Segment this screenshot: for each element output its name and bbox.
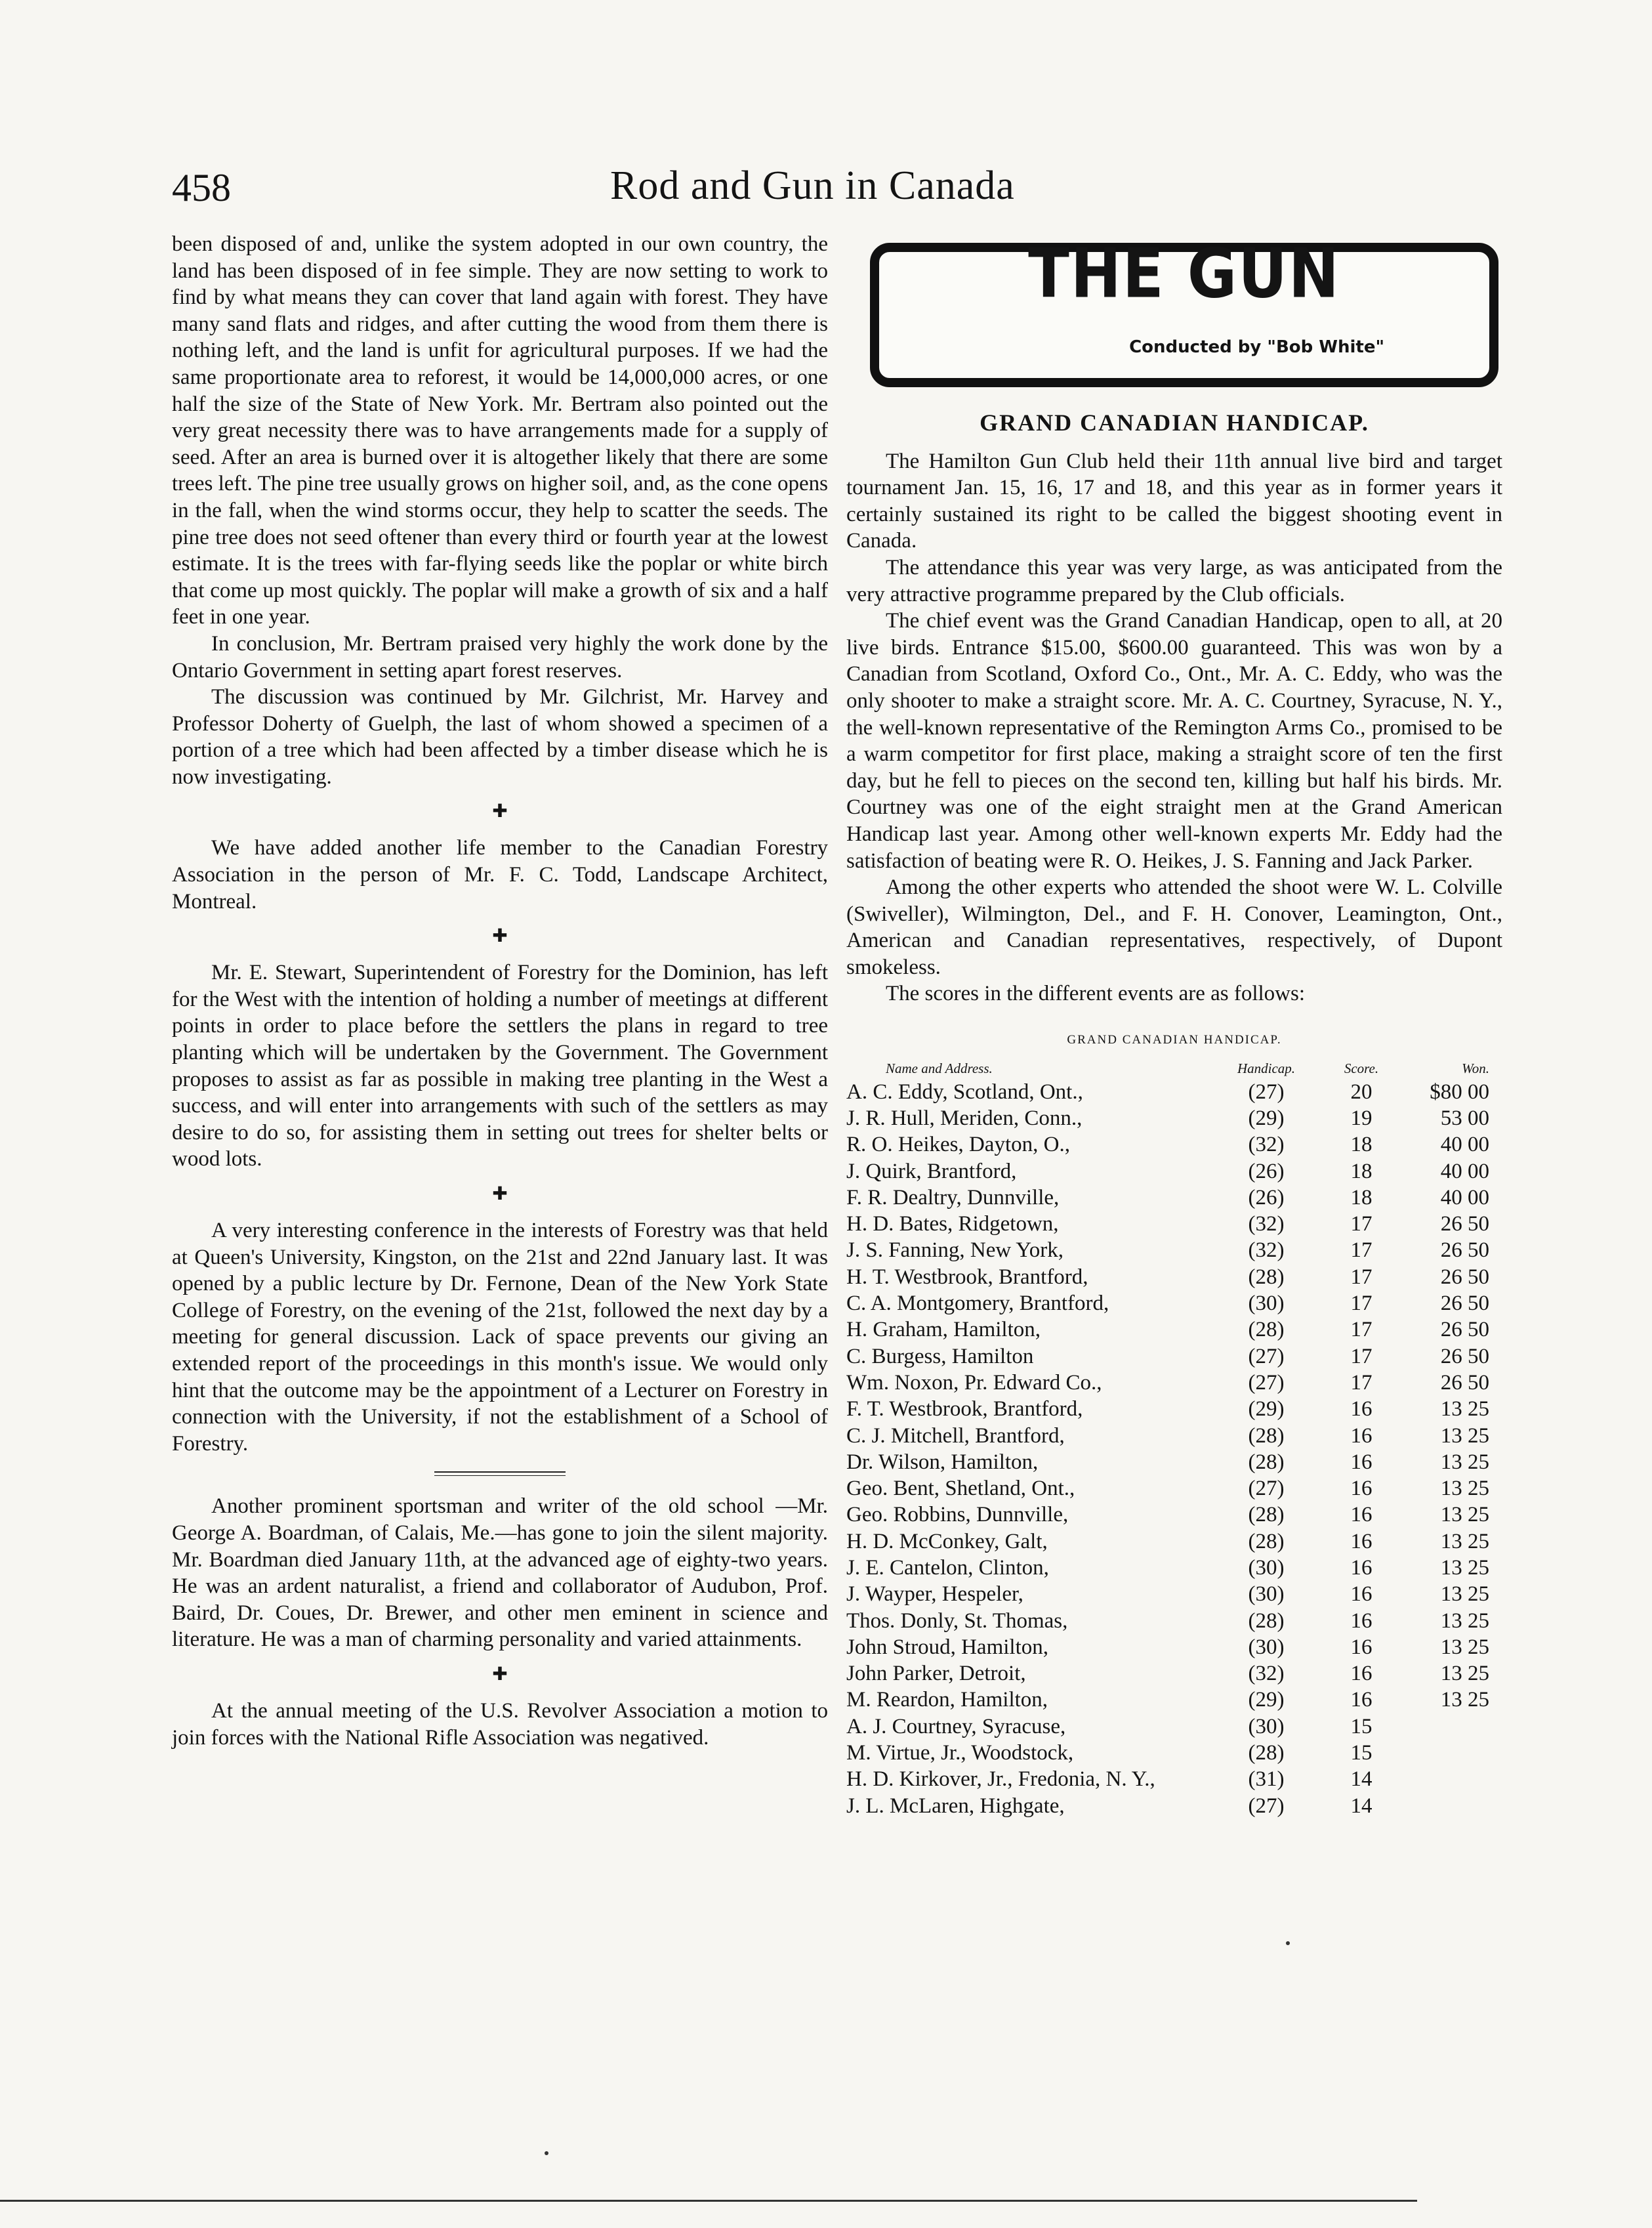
cell-name: H. D. Kirkover, Jr., Fredonia, N. Y., (846, 1767, 1155, 1792)
table-row (846, 1370, 1502, 1396)
cell-won: 40 00 (1440, 1185, 1489, 1209)
cell-score: 16 (1350, 1423, 1373, 1448)
cell-name: H. T. Westbrook, Brantford, (846, 1265, 1088, 1289)
table-row (846, 1793, 1502, 1819)
paragraph: The Hamilton Gun Club held their 11th annual live bird and target tournament Jan. 15, 16, 17 and 18, and this year as in former years it certainly sustained its right to be called the biggest shooting event in Canada. (846, 449, 1502, 553)
ornament: ✚ (492, 1184, 508, 1204)
cell-won: 26 50 (1440, 1370, 1489, 1395)
table-row (846, 1105, 1502, 1131)
table-body (846, 1079, 1502, 1819)
cell-score: 16 (1350, 1450, 1373, 1474)
cell-score: 16 (1350, 1662, 1373, 1686)
cell-won: 13 25 (1440, 1608, 1489, 1633)
cell-name: Geo. Bent, Shetland, Ont., (846, 1477, 1075, 1501)
paragraph: Another prominent sportsman and writer of the old school —Mr. George A. Boardman, of Calais, Me.—has gone to join the silent majority. Mr. Boardman died January 11th, at the advanced age of eighty-two years. He was an ardent naturalist, a friend and collaborator of Audubon, Prof. Baird, Dr. Coues, Dr. Brewer, and other men eminent in science and literature. He was a man of charming personality and varied attainments. (172, 1494, 828, 1652)
table-row (846, 1211, 1502, 1237)
cell-handicap: (29) (1248, 1106, 1285, 1130)
cell-won (1397, 1793, 1502, 1819)
cell-name: C. Burgess, Hamilton (846, 1344, 1034, 1368)
cell-won: 13 25 (1440, 1662, 1489, 1686)
cell-won: 40 00 (1440, 1133, 1489, 1157)
cell-won: $80 00 (1430, 1080, 1489, 1104)
table-row (846, 1185, 1502, 1211)
cell-won: 13 25 (1440, 1477, 1489, 1501)
cell-won: 26 50 (1440, 1238, 1489, 1263)
cell-score: 16 (1350, 1477, 1373, 1501)
cell-score: 15 (1350, 1714, 1373, 1738)
cell-won: 53 00 (1440, 1106, 1489, 1130)
cell-name: J. L. McLaren, Highgate, (846, 1794, 1065, 1818)
table-row (846, 1396, 1502, 1422)
article-heading: GRAND CANADIAN HANDICAP. (980, 410, 1369, 436)
cell-score: 17 (1350, 1344, 1373, 1368)
column-header-score: Score. (1344, 1060, 1379, 1076)
cell-name: John Stroud, Hamilton, (846, 1635, 1049, 1659)
cell-score: 19 (1350, 1106, 1373, 1130)
cell-score: 16 (1350, 1582, 1373, 1607)
cell-name: C. A. Montgomery, Brantford, (846, 1292, 1109, 1316)
cell-name: H. D. McConkey, Galt, (846, 1529, 1048, 1553)
ornament: ✚ (492, 801, 508, 822)
cell-handicap: (28) (1248, 1318, 1285, 1342)
cell-name: J. S. Fanning, New York, (846, 1238, 1063, 1263)
section-title: THE GUN (1028, 234, 1340, 314)
ornament: ✚ (492, 1664, 508, 1685)
cell-won: 13 25 (1440, 1423, 1489, 1448)
table-row (846, 1713, 1502, 1740)
paragraph: In conclusion, Mr. Bertram praised very highly the work done by the Ontario Government in setting apart forest reserves. (172, 631, 828, 683)
cell-name: J. E. Cantelon, Clinton, (846, 1556, 1049, 1580)
cell-name: F. T. Westbrook, Brantford, (846, 1397, 1083, 1421)
table-header-row (846, 1058, 1502, 1079)
cell-handicap: (30) (1248, 1714, 1285, 1738)
paragraph: We have added another life member to the Canadian Forestry Association in the person of Mr. F. C. Todd, Landscape Architect, Montreal. (172, 836, 828, 914)
cell-won: 13 25 (1440, 1582, 1489, 1607)
cell-handicap: (28) (1248, 1741, 1285, 1765)
cell-score: 17 (1350, 1318, 1373, 1342)
table-row (846, 1131, 1502, 1158)
cell-won: 13 25 (1440, 1688, 1489, 1712)
paragraph: The discussion was continued by Mr. Gilchrist, Mr. Harvey and Professor Doherty of Guelph, the last of whom showed a specimen of a portion of a tree which had been affected by a timber disease which he is now investigating. (172, 685, 828, 789)
cell-handicap: (28) (1248, 1503, 1285, 1527)
cell-won: 13 25 (1440, 1635, 1489, 1659)
section-banner (870, 234, 1498, 387)
cell-won: 26 50 (1440, 1212, 1489, 1236)
cell-won (1397, 1740, 1502, 1766)
table-row (846, 1158, 1502, 1185)
paragraph: Mr. E. Stewart, Superintendent of Forestry for the Dominion, has left for the West with the intention of holding a number of meetings at different points in order to place before the settlers the plans in regard to tree planting which will be undertaken by the Government. The Government proposes to assist as far as possible in making tree planting in the West a success, and will enter into arrangements with such of the settlers as may desire to do so, for assisting them in setting out trees for shelter belts or wood lots. (172, 961, 828, 1171)
cell-score: 16 (1350, 1635, 1373, 1659)
table-row (846, 1581, 1502, 1607)
cell-score: 17 (1350, 1212, 1373, 1236)
cell-handicap: (29) (1248, 1397, 1285, 1421)
cell-handicap: (27) (1248, 1344, 1285, 1368)
cell-handicap: (31) (1248, 1767, 1285, 1792)
cell-score: 17 (1350, 1265, 1373, 1289)
cell-name: M. Reardon, Hamilton, (846, 1688, 1048, 1712)
cell-score: 17 (1350, 1238, 1373, 1263)
table-row (846, 1502, 1502, 1528)
cell-score: 18 (1350, 1185, 1373, 1209)
cell-name: Geo. Robbins, Dunnville, (846, 1503, 1069, 1527)
cell-handicap: (27) (1248, 1794, 1285, 1818)
table-row (846, 1264, 1502, 1290)
cell-name: John Parker, Detroit, (846, 1662, 1026, 1686)
table-row (846, 1449, 1502, 1475)
cell-name: Dr. Wilson, Hamilton, (846, 1450, 1039, 1474)
cell-score: 14 (1350, 1767, 1373, 1792)
table-row (846, 1608, 1502, 1634)
footer-rule (0, 2200, 1417, 2202)
cell-score: 16 (1350, 1688, 1373, 1712)
cell-name: J. Quirk, Brantford, (846, 1159, 1017, 1183)
cell-name: A. C. Eddy, Scotland, Ont., (846, 1080, 1083, 1104)
cell-handicap: (29) (1248, 1688, 1285, 1712)
cell-name: R. O. Heikes, Dayton, O., (846, 1133, 1070, 1157)
paragraph: A very interesting conference in the interests of Forestry was that held at Queen's University, Kingston, on the 21st and 22nd January last. It was opened by a public lecture by Dr. Fernone, Dean of the New York State College of Forestry, on the evening of the 21st, followed the next day by a meeting for general discussion. Lack of space prevents our giving an extended report of the proceedings in this month's issue. We would only hint that the outcome may be the appointment of a Lecturer on Forestry in connection with the University, if not the establishment of a School of Forestry. (172, 1219, 828, 1456)
cell-handicap: (28) (1248, 1450, 1285, 1474)
table-caption: GRAND CANADIAN HANDICAP. (1067, 1033, 1282, 1047)
cell-name: A. J. Courtney, Syracuse, (846, 1714, 1066, 1738)
cell-name: J. R. Hull, Meriden, Conn., (846, 1106, 1083, 1130)
cell-name: H. Graham, Hamilton, (846, 1318, 1041, 1342)
cell-score: 15 (1350, 1741, 1373, 1765)
cell-won: 13 25 (1440, 1397, 1489, 1421)
cell-handicap: (27) (1248, 1370, 1285, 1395)
column-header-handicap: Handicap. (1237, 1060, 1296, 1076)
cell-won (1397, 1766, 1502, 1792)
column-header-won: Won. (1462, 1060, 1489, 1076)
paragraph: Among the other experts who attended the shoot were W. L. Colville (Swiveller), Wilmington, Del., and F. H. Conover, Leamington, Ont., American and Canadian representatives, respectively, of Dupont smokeless. (846, 875, 1502, 979)
cell-score: 16 (1350, 1397, 1373, 1421)
paragraph: The scores in the different events are as follows: (886, 982, 1306, 1006)
cell-won: 13 25 (1440, 1503, 1489, 1527)
left-column (172, 231, 828, 1751)
cell-handicap: (28) (1248, 1423, 1285, 1448)
cell-score: 17 (1350, 1292, 1373, 1316)
cell-won: 26 50 (1440, 1318, 1489, 1342)
cell-score: 18 (1350, 1133, 1373, 1157)
cell-handicap: (30) (1248, 1635, 1285, 1659)
cell-won: 13 25 (1440, 1556, 1489, 1580)
cell-handicap: (28) (1248, 1265, 1285, 1289)
cell-handicap: (32) (1248, 1133, 1285, 1157)
cell-won: 13 25 (1440, 1529, 1489, 1553)
table-row (846, 1740, 1502, 1766)
running-head: Rod and Gun in Canada (610, 163, 1015, 208)
cell-name: Wm. Noxon, Pr. Edward Co., (846, 1370, 1102, 1395)
paragraph: been disposed of and, unlike the system adopted in our own country, the land has been disposed of in fee simple. They are now setting to work to find by what means they can cover that land again with forest. They have many sand flats and ridges, and after cutting the wood from them there is nothing left, and the land is unfit for agricultural purposes. If we had the same proportionate area to reforest, it would be 14,000,000 acres, or one half the size of the State of New York. Mr. Bertram also pointed out the very great necessity there was to have arrangements made for a supply of seed. After an area is burned over it is altogether likely that there are some trees left. The pine tree usually grows on higher soil, and, as the cone opens in the fall, when the wind storms occur, they help to scatter the seeds. The pine tree does not seed oftener than every third or fourth year at the lowest estimate. It is the trees with far-flying seeds like the poplar or white birch that come up most quickly. The poplar will make a growth of six and a half feet in one year. (172, 232, 828, 629)
paragraph: The chief event was the Grand Canadian Handicap, open to all, at 20 live birds. Entrance $15.00, $600.00 guaranteed. This was won by a Canadian from Scotland, Oxford Co., Ont., Mr. A. C. Eddy, who was the only shooter to make a straight score. Mr. A. C. Courtney, Syracuse, N. Y., the well-known representative of the Remington Arms Co., promised to be a warm competitor for first place, making a straight score of ten the first day, but he fell to pieces on the second ten, killing but half his birds. Mr. Courtney was one of the eight straight men at the Grand American Handicap last year. Among other well-known experts Mr. Eddy had the satisfaction of beating were R. O. Heikes, J. S. Fanning and Jack Parker. (846, 609, 1502, 873)
table-row (846, 1475, 1502, 1502)
cell-score: 16 (1350, 1529, 1373, 1553)
cell-name: Thos. Donly, St. Thomas, (846, 1608, 1068, 1633)
cell-won: 26 50 (1440, 1344, 1489, 1368)
cell-handicap: (30) (1248, 1292, 1285, 1316)
cell-handicap: (32) (1248, 1238, 1285, 1263)
cell-name: H. D. Bates, Ridgetown, (846, 1212, 1059, 1236)
page-number: 458 (172, 166, 231, 209)
cell-handicap: (30) (1248, 1556, 1285, 1580)
table-row (846, 1316, 1502, 1343)
print-speck (1286, 1941, 1290, 1945)
cell-won: 26 50 (1440, 1292, 1489, 1316)
cell-handicap: (27) (1248, 1477, 1285, 1501)
table-row (846, 1079, 1502, 1105)
cell-handicap: (28) (1248, 1608, 1285, 1633)
cell-handicap: (28) (1248, 1529, 1285, 1553)
cell-score: 16 (1350, 1608, 1373, 1633)
print-speck (545, 2151, 548, 2155)
cell-handicap: (32) (1248, 1212, 1285, 1236)
cell-handicap: (30) (1248, 1582, 1285, 1607)
table-row (846, 1343, 1502, 1370)
cell-won: 26 50 (1440, 1265, 1489, 1289)
paragraph: The attendance this year was very large, as was anticipated from the very attractive programme prepared by the Club officials. (846, 555, 1502, 606)
cell-handicap: (26) (1248, 1185, 1285, 1209)
cell-won: 13 25 (1440, 1450, 1489, 1474)
cell-score: 20 (1350, 1080, 1373, 1104)
table-row (846, 1290, 1502, 1316)
cell-score: 17 (1350, 1370, 1373, 1395)
table-row (846, 1423, 1502, 1449)
cell-handicap: (26) (1248, 1159, 1285, 1183)
cell-won (1397, 1713, 1502, 1740)
cell-name: M. Virtue, Jr., Woodstock, (846, 1741, 1074, 1765)
table-row (846, 1660, 1502, 1687)
paragraph: At the annual meeting of the U.S. Revolver Association a motion to join forces with the National Rifle Association was negatived. (172, 1698, 828, 1750)
table-row (846, 1766, 1502, 1792)
column-header-name: Name and Address. (886, 1060, 993, 1076)
cell-name: F. R. Dealtry, Dunnville, (846, 1185, 1060, 1209)
ornament: ✚ (492, 926, 508, 947)
cell-score: 18 (1350, 1159, 1373, 1183)
cell-handicap: (32) (1248, 1662, 1285, 1686)
double-rule-divider (434, 1471, 566, 1476)
scores-table (846, 1058, 1502, 1819)
cell-score: 14 (1350, 1794, 1373, 1818)
table-row (846, 1634, 1502, 1660)
cell-score: 16 (1350, 1556, 1373, 1580)
table-row (846, 1555, 1502, 1581)
section-subtitle: Conducted by "Bob White" (1129, 337, 1384, 358)
cell-name: J. Wayper, Hespeler, (846, 1582, 1023, 1607)
cell-handicap: (27) (1248, 1080, 1285, 1104)
right-column (846, 231, 1502, 1819)
table-row (846, 1528, 1502, 1555)
table-row (846, 1687, 1502, 1713)
cell-won: 40 00 (1440, 1159, 1489, 1183)
cell-name: C. J. Mitchell, Brantford, (846, 1423, 1065, 1448)
cell-score: 16 (1350, 1503, 1373, 1527)
table-row (846, 1237, 1502, 1263)
